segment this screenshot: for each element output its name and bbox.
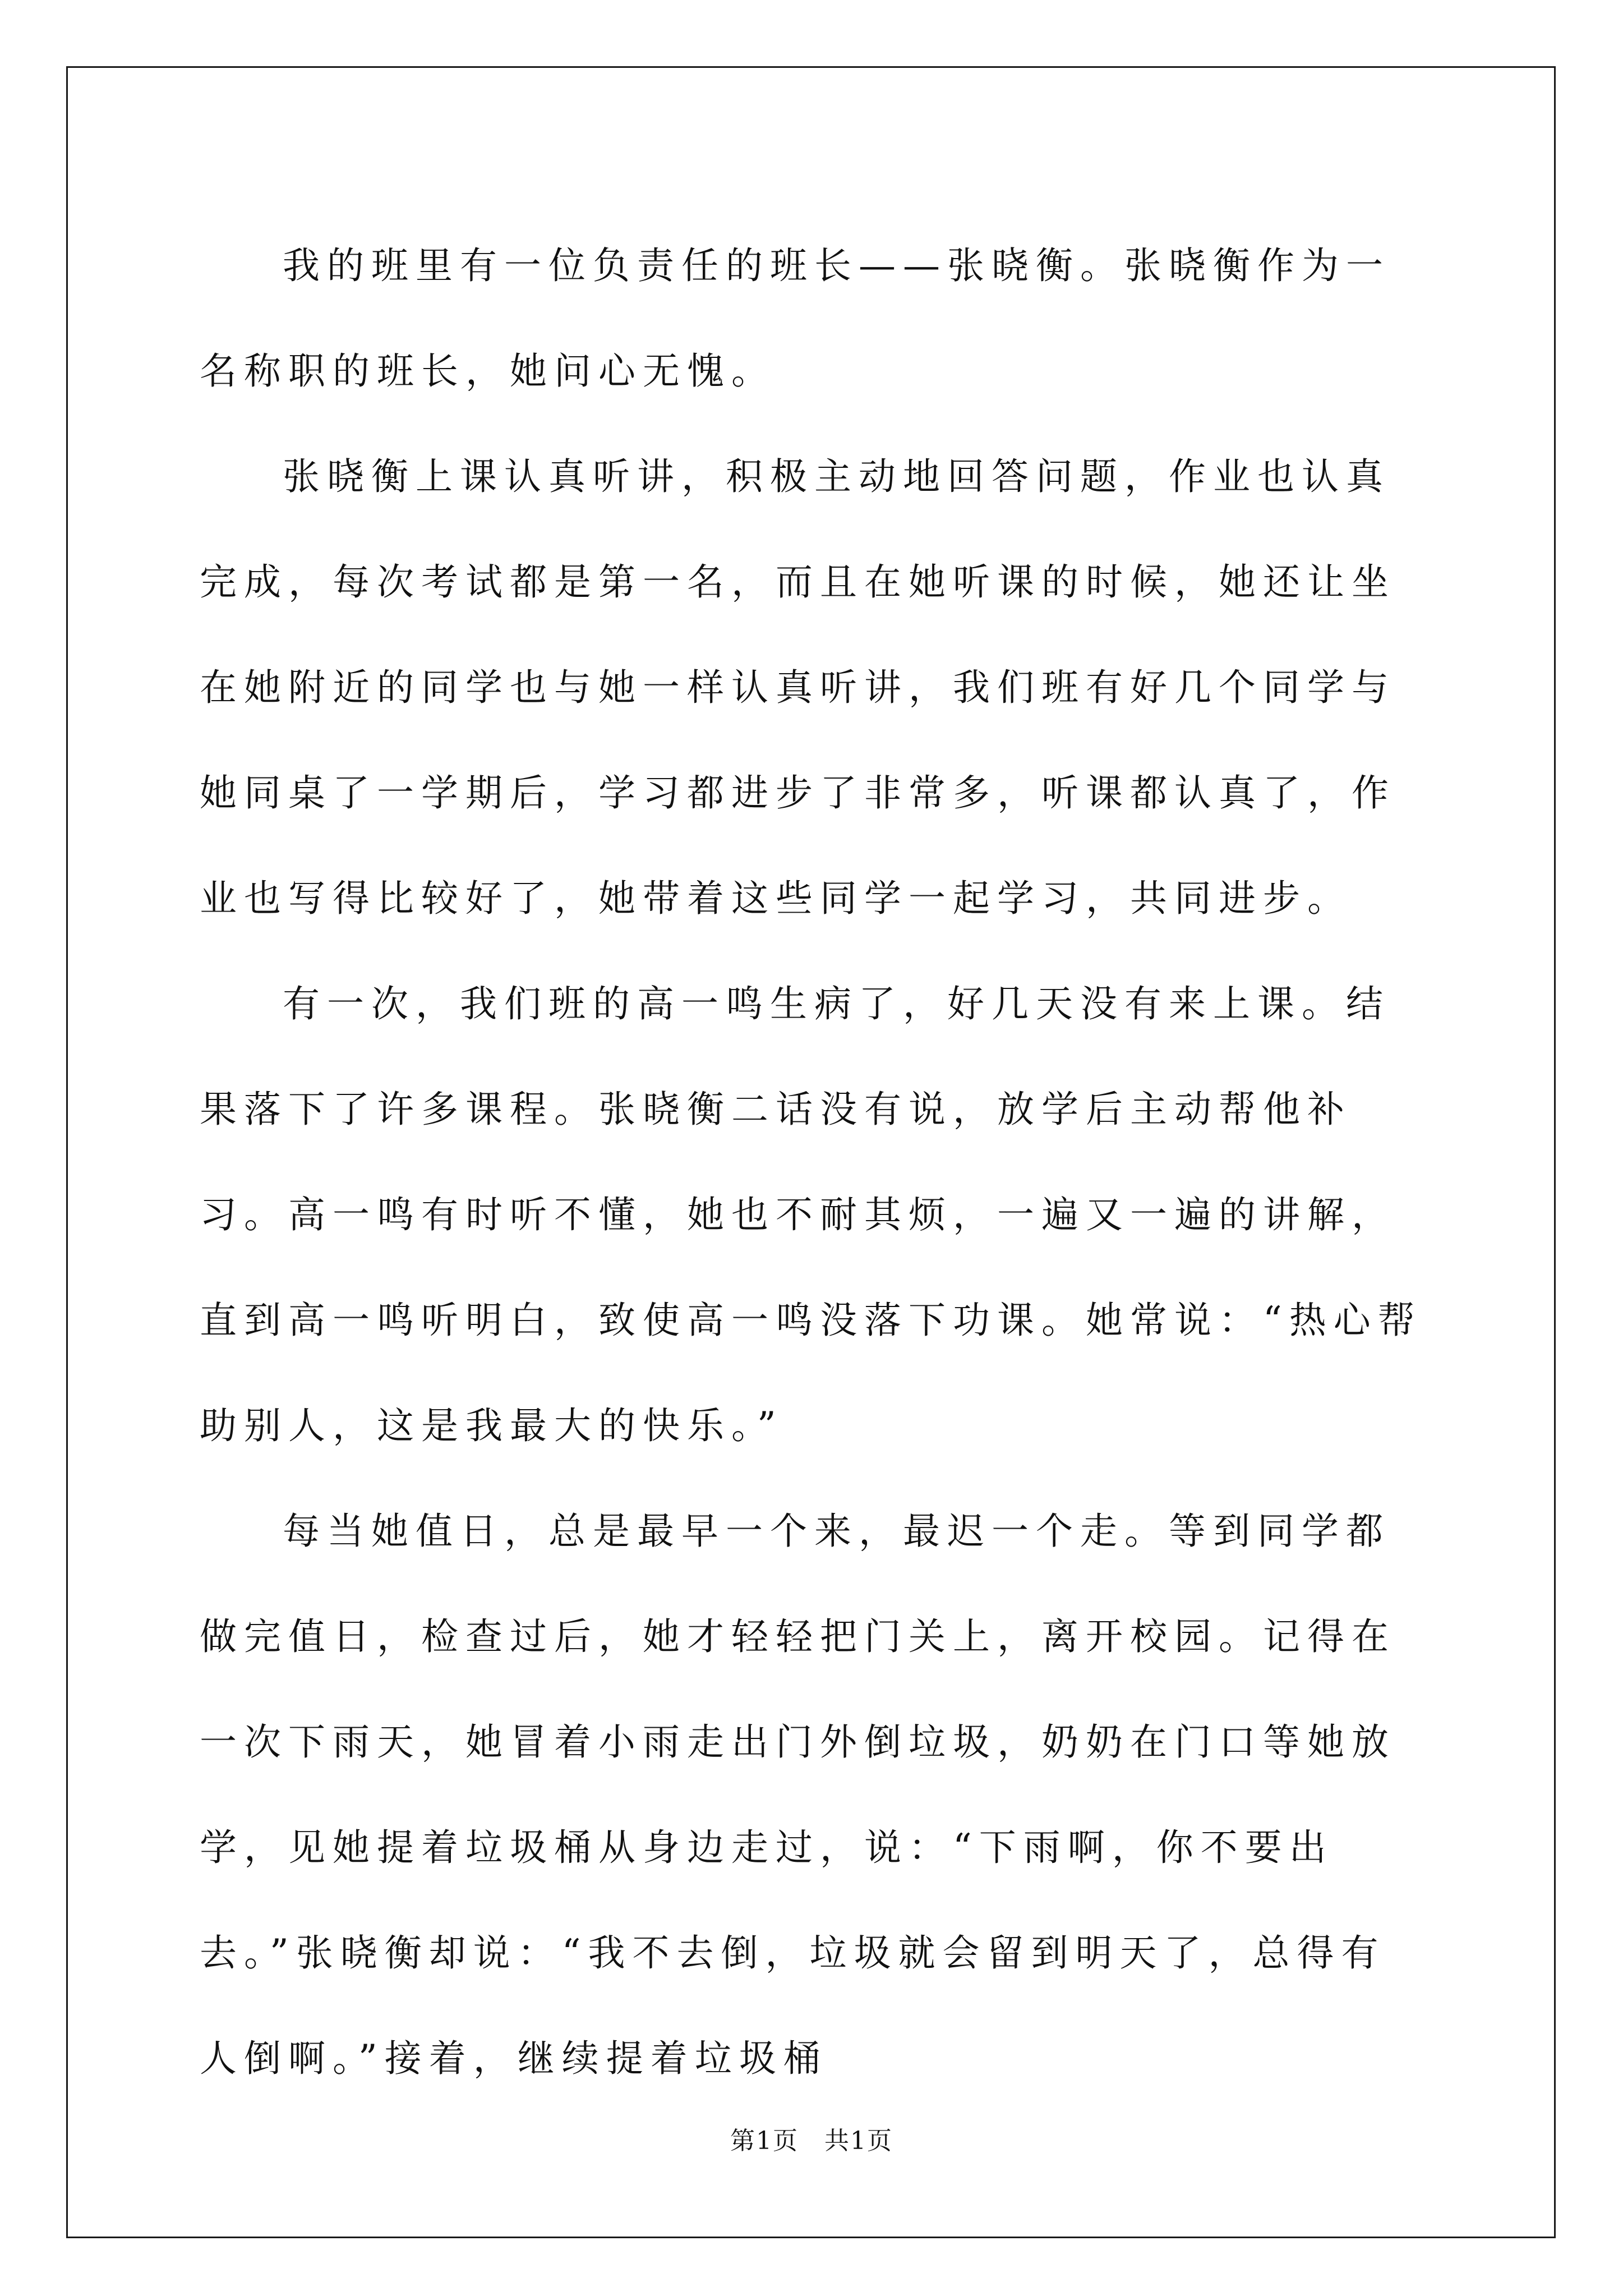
paragraph-1: 我的班里有一位负责任的班长——张晓衡。张晓衡作为一名称职的班长，她问心无愧。 bbox=[200, 244, 1390, 393]
document-body bbox=[200, 213, 1428, 2111]
paragraph-2: 张晓衡上课认真听讲，积极主动地回答问题，作业也认真完成，每次考试都是第一名，而且在她听课的时候，她还让坐在她附近的同学也与她一样认真听讲，我们班有好几个同学与她同桌了一学期后，学习都进步了非常多，听课都认真了，作业也写得比较好了，她带着这些同学一起学习，共同进步。 bbox=[200, 455, 1396, 920]
page-footer: 第1页 共1页 bbox=[730, 2127, 893, 2155]
paragraph-4: 每当她值日，总是最早一个来，最迟一个走。等到同学都做完值日，检查过后，她才轻轻把门关上，离开校园。记得在一次下雨天，她冒着小雨走出门外倒垃圾，奶奶在门口等她放学，见她提着垃圾桶从身边走过，说：“下雨啊，你不要出去。”张晓衡却说：“我不去倒，垃圾就会留到明天了，总得有人倒啊。”接着，继续提着垃圾桶 bbox=[200, 1510, 1396, 2080]
paragraph-3: 有一次，我们班的高一鸣生病了，好几天没有来上课。结果落下了许多课程。张晓衡二话没有说，放学后主动帮他补习。高一鸣有时听不懂，她也不耐其烦，一遍又一遍的讲解，直到高一鸣听明白，致使高一鸣没落下功课。她常说：“热心帮助别人，这是我最大的快乐。” bbox=[200, 982, 1422, 1447]
